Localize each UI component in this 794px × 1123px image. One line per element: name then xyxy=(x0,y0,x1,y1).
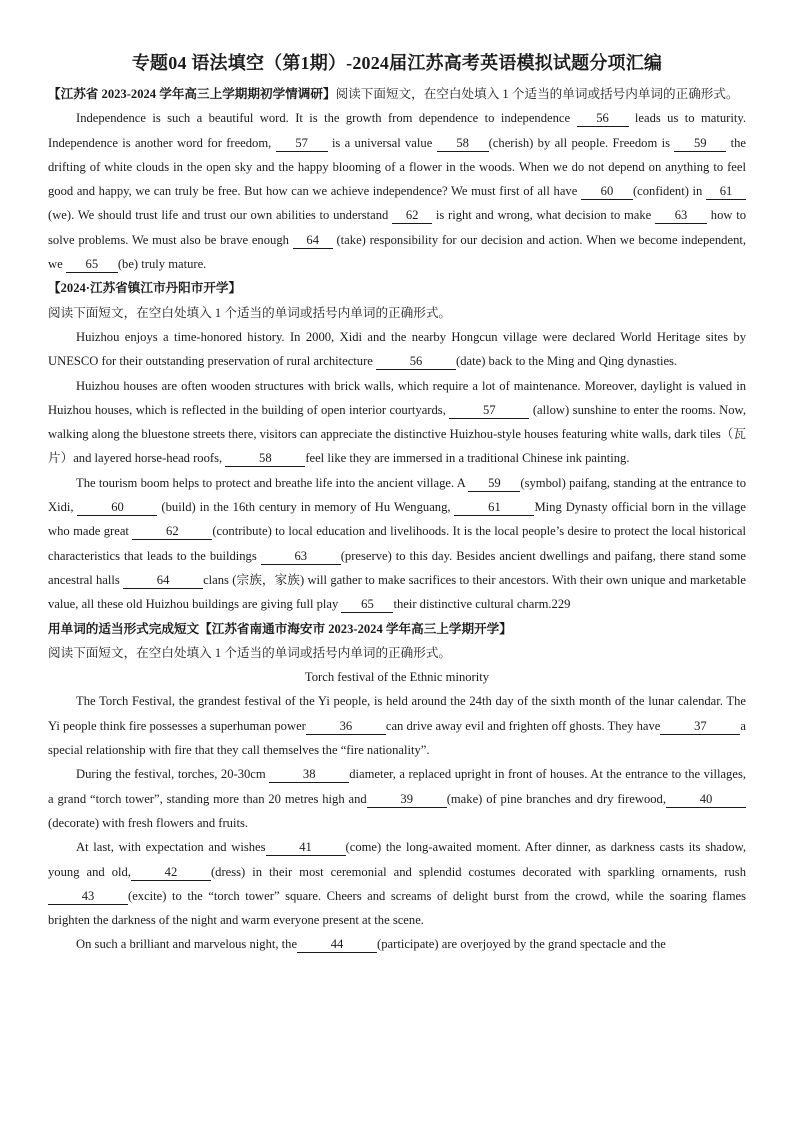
text-run: Huizhou houses are often wooden structures with brick walls, which require a lot of maintenance. Moreover, daylight is valued in Huizhou houses, which is reflected in the building of open interior courtyards, xyxy=(48,378,746,417)
text-run: (dress) in their most ceremonial and splendid costumes decorated with sparkling ornaments, rush xyxy=(210,864,746,879)
text-run: is a universal value xyxy=(331,135,433,150)
text-run: diameter, a replaced upright in front of houses. At the entrance to the villages, a grand “torch tower”, standing more than 20 metres high and xyxy=(48,767,746,806)
section2-paragraph-1 xyxy=(48,325,746,374)
text-run: Independence is such a beautiful word. It is the growth from dependence to independence xyxy=(76,111,571,126)
text-run: (date) back to the Ming and Qing dynasties. xyxy=(456,354,678,369)
section3-paragraph-2 xyxy=(48,762,746,835)
text-run: the drifting of white clouds in the open sky and the happy blooming of a flower in the woods. When we do not depend on anything to feel good and happy, we can truly be free. But how can we achieve independence? We must first of all have xyxy=(48,135,746,199)
blank-61[interactable]: 61 xyxy=(706,183,746,200)
blank-43[interactable]: 43 xyxy=(48,888,128,905)
document-title: 专题04 语法填空（第1期）-2024届江苏高考英语模拟试题分项汇编 xyxy=(131,53,663,73)
text-run: (confident) in xyxy=(632,184,703,199)
text-run: (take) responsibility for our decision and action. When we become independent, we xyxy=(48,232,747,272)
blank-42[interactable]: 42 xyxy=(131,864,211,881)
section3-instruction: 阅读下面短文，在空白处填入 1 个适当的单词或括号内单词的正确形式。 xyxy=(48,645,451,660)
passage-title: Torch festival of the Ethnic minority xyxy=(304,670,490,685)
text-run: their distinctive cultural charm.229 xyxy=(393,597,571,612)
section1-paragraph xyxy=(48,106,746,276)
section2-source: 【2024·江苏省镇江市丹阳市开学】 xyxy=(48,281,242,296)
section3-paragraph-3 xyxy=(48,835,746,932)
blank-40[interactable]: 40 xyxy=(666,791,746,808)
blank-62[interactable]: 62 xyxy=(132,523,212,540)
blank-61[interactable]: 61 xyxy=(454,499,534,516)
blank-65[interactable]: 65 xyxy=(66,256,118,273)
text-run: is right and wrong, what decision to make xyxy=(435,208,652,223)
blank-60[interactable]: 60 xyxy=(581,183,633,200)
blank-62[interactable]: 62 xyxy=(392,207,432,224)
text-run: (be) truly mature. xyxy=(117,257,207,272)
text-run: (cherish) by all people. Freedom is xyxy=(488,135,670,150)
text-run: clans (宗族，家族) will gather to make sacrifices to their ancestors. With their own unique and marketable value, all these old Huizhou buildings are giving full play xyxy=(48,572,746,612)
blank-63[interactable]: 63 xyxy=(655,207,707,224)
section2-instruction: 阅读下面短文，在空白处填入 1 个适当的单词或括号内单词的正确形式。 xyxy=(48,305,451,320)
text-run: (preserve) to this day. Besides ancient dwellings and paifang, there stand some ancestral halls xyxy=(48,548,746,587)
text-run: (allow) sunshine to enter the rooms. Now, walking along the bluestone streets there, visitors can appreciate the distinctive Huizhou-style houses featuring white walls, dark tiles（瓦片）and layered horse-head roofs, xyxy=(48,402,746,466)
text-run: (build) in the 16th century in memory of Hu Wenguang, xyxy=(161,500,451,515)
blank-57[interactable]: 57 xyxy=(449,402,529,419)
blank-60[interactable]: 60 xyxy=(77,499,157,516)
text-run: Huizhou enjoys a time-honored history. In 2000, Xidi and the nearby Hongcun village were declared World Heritage sites by UNESCO for their outstanding preservation of rural architecture xyxy=(48,329,746,369)
text-run: (come) the long-awaited moment. After dinner, as darkness casts its shadow, young and old, xyxy=(48,840,746,879)
text-run: (we). We should trust life and trust our own abilities to understand xyxy=(48,208,389,223)
blank-36[interactable]: 36 xyxy=(306,718,386,735)
text-run: can drive away evil and frighten off ghosts. They have xyxy=(385,718,661,733)
section3-paragraph-1 xyxy=(48,689,746,762)
text-run: Ming Dynasty official born in the village who made great xyxy=(48,500,746,539)
section2-source-line xyxy=(48,276,746,300)
text-run: (decorate) with fresh flowers and fruits. xyxy=(48,815,249,830)
blank-44[interactable]: 44 xyxy=(297,936,377,953)
section1-source: 【江苏省 2023-2024 学年高三上学期期初学情调研】 xyxy=(48,87,336,101)
text-run: During the festival, torches, 20-30cm xyxy=(76,767,266,782)
blank-57[interactable]: 57 xyxy=(276,135,328,152)
blank-65[interactable]: 65 xyxy=(341,596,393,613)
section1-header xyxy=(48,82,746,106)
blank-56[interactable]: 56 xyxy=(577,110,629,127)
text-run: a special relationship with fire that they call themselves the “fire nationality”. xyxy=(48,718,746,758)
blank-58[interactable]: 58 xyxy=(225,450,305,467)
section3-lead: 用单词的适当形式完成短文 xyxy=(48,621,200,636)
text-run: how to solve problems. We must also be brave enough xyxy=(48,208,746,247)
blank-59[interactable]: 59 xyxy=(674,135,726,152)
text-run: On such a brilliant and marvelous night, the xyxy=(76,937,298,952)
text-run: (make) of pine branches and dry firewood, xyxy=(446,791,666,806)
blank-37[interactable]: 37 xyxy=(660,718,740,735)
section1-instruction: 阅读下面短文，在空白处填入 1 个适当的单词或括号内单词的正确形式。 xyxy=(335,87,739,101)
blank-63[interactable]: 63 xyxy=(261,548,341,565)
text-run: (symbol) paifang, standing at the entrance to Xidi, xyxy=(48,475,746,515)
text-run: (excite) to the “torch tower” square. Cheers and screams of delight burst from the crowd, while the soaring flames brighten the darkness of the night and warm everyone present at the scene. xyxy=(48,888,746,928)
section3-source: 【江苏省南通市海安市 2023-2024 学年高三上学期开学】 xyxy=(199,621,512,636)
blank-56[interactable]: 56 xyxy=(376,353,456,370)
text-run: feel like they are immersed in a traditional Chinese ink painting. xyxy=(305,451,630,466)
text-run: The Torch Festival, the grandest festival of the Yi people, is held around the 24th day of the sixth month of the lunar calendar. The Yi people think fire possesses a superhuman power xyxy=(48,694,746,733)
blank-38[interactable]: 38 xyxy=(269,766,349,783)
text-run: leads us to maturity. Independence is another word for freedom, xyxy=(48,111,746,150)
blank-58[interactable]: 58 xyxy=(437,135,489,152)
blank-64[interactable]: 64 xyxy=(293,232,333,249)
text-run: (contribute) to local education and livelihoods. It is the local people’s desire to protect the local historical characteristics that leads to the buildings xyxy=(48,524,746,563)
section2-paragraph-3 xyxy=(48,471,746,617)
blank-59[interactable]: 59 xyxy=(468,475,520,492)
blank-64[interactable]: 64 xyxy=(123,572,203,589)
text-run: At last, with expectation and wishes xyxy=(76,840,266,855)
text-run: (participate) are overjoyed by the grand spectacle and the xyxy=(377,937,666,952)
section2-paragraph-2 xyxy=(48,374,746,471)
blank-41[interactable]: 41 xyxy=(266,839,346,856)
blank-39[interactable]: 39 xyxy=(367,791,447,808)
text-run: The tourism boom helps to protect and breathe life into the ancient village. A xyxy=(76,475,466,490)
section3-source-line xyxy=(48,617,746,641)
section3-paragraph-4 xyxy=(48,932,746,956)
